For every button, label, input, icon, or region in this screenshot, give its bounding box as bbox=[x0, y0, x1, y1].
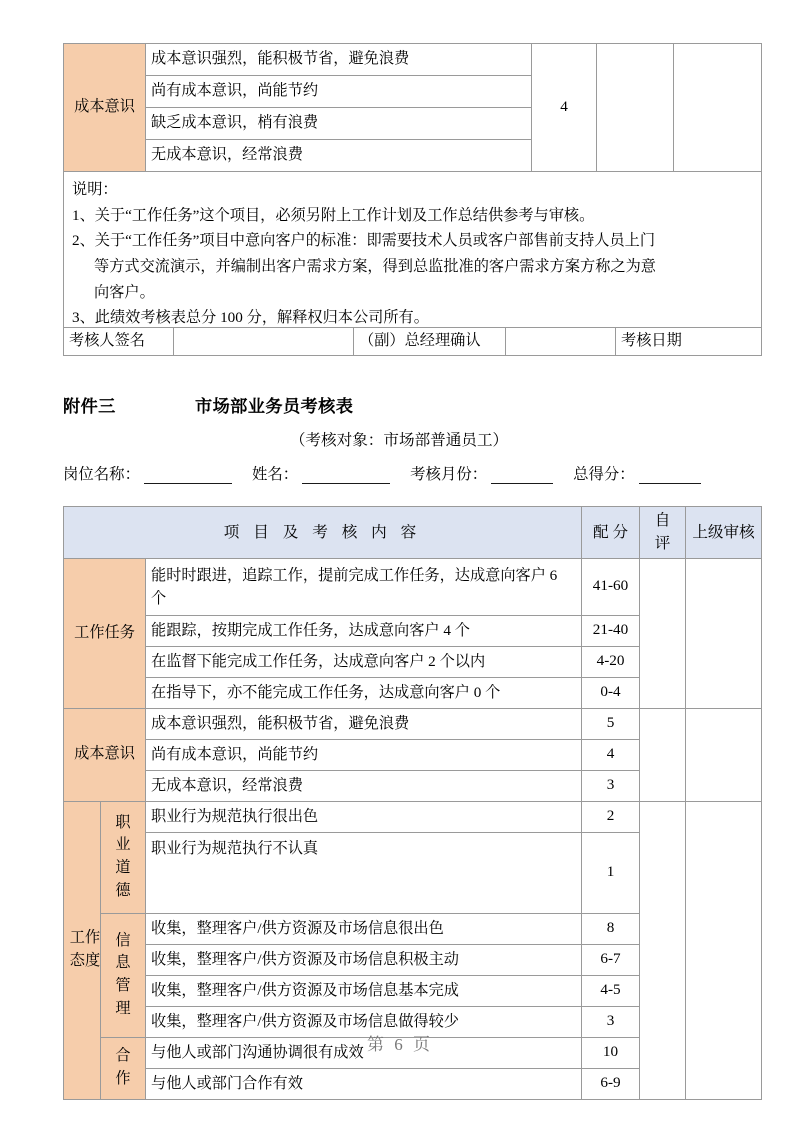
header-content: 项 目 及 考 核 内 容 bbox=[64, 507, 582, 559]
superior-review-cell[interactable] bbox=[674, 44, 762, 172]
criterion-text: 收集，整理客户/供方资源及市场信息做得较少 bbox=[146, 1006, 582, 1037]
table-row bbox=[64, 328, 762, 356]
criterion-text: 与他人或部门合作有效 bbox=[146, 1068, 582, 1099]
criterion-text: 无成本意识，经常浪费 bbox=[146, 140, 532, 172]
field-input-total-score[interactable] bbox=[639, 468, 701, 484]
subcategory-cell-information-management bbox=[101, 913, 146, 1037]
score-cell: 1 bbox=[582, 832, 640, 913]
table-header-row bbox=[64, 507, 762, 559]
subcategory-cell-professional-ethics bbox=[101, 801, 146, 913]
score-cell: 3 bbox=[582, 770, 640, 801]
score-cell: 10 bbox=[582, 1037, 640, 1068]
page-footer: 第 6 页 bbox=[367, 1035, 433, 1054]
category-cell-cost-awareness: 成本意识 bbox=[64, 708, 146, 801]
score-cell: 21-40 bbox=[582, 615, 640, 646]
criterion-text: 尚有成本意识，尚能节约 bbox=[146, 76, 532, 108]
notes-line-2: 2、关于“工作任务”项目中意向客户的标准：即需要技术人员或客户部售前支持人员上门 bbox=[72, 232, 656, 250]
score-cell: 41-60 bbox=[582, 558, 640, 615]
header-self-eval: 自 评 bbox=[640, 507, 686, 559]
score-cell: 4 bbox=[532, 44, 597, 172]
score-cell: 0-4 bbox=[582, 677, 640, 708]
self-eval-cell[interactable] bbox=[597, 44, 674, 172]
gm-confirm-label-2: （副）总经理确认 bbox=[354, 328, 506, 356]
notes-line-1: 1、关于“工作任务”这个项目，必须另附上工作计划及工作总结供参考与审核。 bbox=[72, 206, 595, 224]
table-row bbox=[64, 801, 762, 832]
subcategory-label-cooperation: 合 作 bbox=[115, 1047, 131, 1088]
criterion-text: 收集，整理客户/供方资源及市场信息积极主动 bbox=[146, 944, 582, 975]
field-input-position[interactable] bbox=[144, 468, 232, 484]
criterion-text: 在指导下，亦不能完成工作任务，达成意向客户 0 个 bbox=[146, 677, 582, 708]
page-subtitle: （考核对象：市场部普通员工） bbox=[289, 432, 509, 449]
field-label-name: 姓名： bbox=[251, 466, 299, 483]
criterion-text: 成本意识强烈，能积极节省，避免浪费 bbox=[146, 708, 582, 739]
form-fields-row bbox=[63, 462, 763, 484]
page-title: 市场部业务员考核表 bbox=[195, 397, 354, 416]
notes-line-3: 3、此绩效考核表总分 100 分，解释权归本公司所有。 bbox=[72, 309, 429, 327]
criterion-text: 能时时跟进，追踪工作，提前完成工作任务，达成意向客户 6 个 bbox=[146, 558, 582, 615]
field-label-month: 考核月份： bbox=[410, 466, 488, 483]
notes-line-2-cont-a: 等方式交流演示，并编制出客户需求方案，得到总监批准的客户需求方案方称之为意 bbox=[94, 257, 656, 275]
notes-cell bbox=[64, 172, 762, 341]
category-label-work-attitude: 工作 态度 bbox=[69, 929, 101, 970]
criterion-text: 无成本意识，经常浪费 bbox=[146, 770, 582, 801]
notes-line-2-cont-b: 向客户。 bbox=[94, 283, 155, 301]
title-row bbox=[63, 392, 763, 417]
signature-table bbox=[63, 327, 762, 356]
criterion-text: 成本意识强烈，能积极节省，避免浪费 bbox=[146, 44, 532, 76]
criterion-text: 尚有成本意识，尚能节约 bbox=[146, 739, 582, 770]
criterion-text: 职业行为规范执行不认真 bbox=[146, 832, 582, 913]
header-score: 配 分 bbox=[582, 507, 640, 559]
category-cell-cost-awareness: 成本意识 bbox=[64, 44, 146, 172]
criterion-text: 收集，整理客户/供方资源及市场信息基本完成 bbox=[146, 975, 582, 1006]
subcategory-label-information-management: 信 息 管 理 bbox=[115, 931, 131, 1018]
attachment-label: 附件三 bbox=[63, 397, 116, 416]
criterion-text: 与他人或部门沟通协调很有成效 bbox=[146, 1037, 582, 1068]
superior-review-cell[interactable] bbox=[686, 708, 762, 801]
score-cell: 6-7 bbox=[582, 944, 640, 975]
score-cell: 4-20 bbox=[582, 646, 640, 677]
score-cell: 3 bbox=[582, 1006, 640, 1037]
header-superior-review: 上级审核 bbox=[686, 507, 762, 559]
criterion-text: 缺乏成本意识，梢有浪费 bbox=[146, 108, 532, 140]
score-cell: 4-5 bbox=[582, 975, 640, 1006]
score-cell: 8 bbox=[582, 913, 640, 944]
notes-row bbox=[64, 172, 762, 341]
field-input-name[interactable] bbox=[302, 468, 390, 484]
self-eval-cell[interactable] bbox=[640, 558, 686, 708]
criterion-text: 收集，整理客户/供方资源及市场信息很出色 bbox=[146, 913, 582, 944]
criterion-text: 职业行为规范执行很出色 bbox=[146, 801, 582, 832]
score-cell: 2 bbox=[582, 801, 640, 832]
continued-assessment-table-wrapper bbox=[63, 43, 761, 341]
table-row bbox=[64, 44, 762, 76]
continued-assessment-table bbox=[63, 43, 762, 341]
assessment-table-wrapper bbox=[63, 506, 761, 1100]
appraiser-signature-label-2: 考核人签名 bbox=[64, 328, 174, 356]
self-eval-cell[interactable] bbox=[640, 708, 686, 801]
criterion-text: 能跟踪，按期完成工作任务，达成意向客户 4 个 bbox=[146, 615, 582, 646]
gm-confirm-input[interactable] bbox=[506, 328, 616, 356]
field-label-total-score: 总得分： bbox=[573, 466, 635, 483]
signature-row-wrapper bbox=[63, 327, 761, 356]
field-input-month[interactable] bbox=[491, 468, 553, 484]
subcategory-label-professional-ethics: 职 业 道 德 bbox=[115, 813, 131, 900]
appraisal-date-label: 考核日期 bbox=[616, 328, 762, 356]
appraiser-signature-input[interactable] bbox=[174, 328, 354, 356]
score-cell: 5 bbox=[582, 708, 640, 739]
criterion-text: 在监督下能完成工作任务，达成意向客户 2 个以内 bbox=[146, 646, 582, 677]
category-cell-work-task: 工作任务 bbox=[64, 558, 146, 708]
score-cell: 6-9 bbox=[582, 1068, 640, 1099]
table-row bbox=[64, 708, 762, 739]
assessment-table bbox=[63, 506, 762, 1100]
section-header bbox=[63, 392, 763, 484]
table-row bbox=[64, 558, 762, 615]
superior-review-cell[interactable] bbox=[686, 558, 762, 708]
score-cell: 4 bbox=[582, 739, 640, 770]
notes-heading: 说明： bbox=[72, 181, 118, 198]
field-label-position: 岗位名称： bbox=[63, 466, 140, 483]
